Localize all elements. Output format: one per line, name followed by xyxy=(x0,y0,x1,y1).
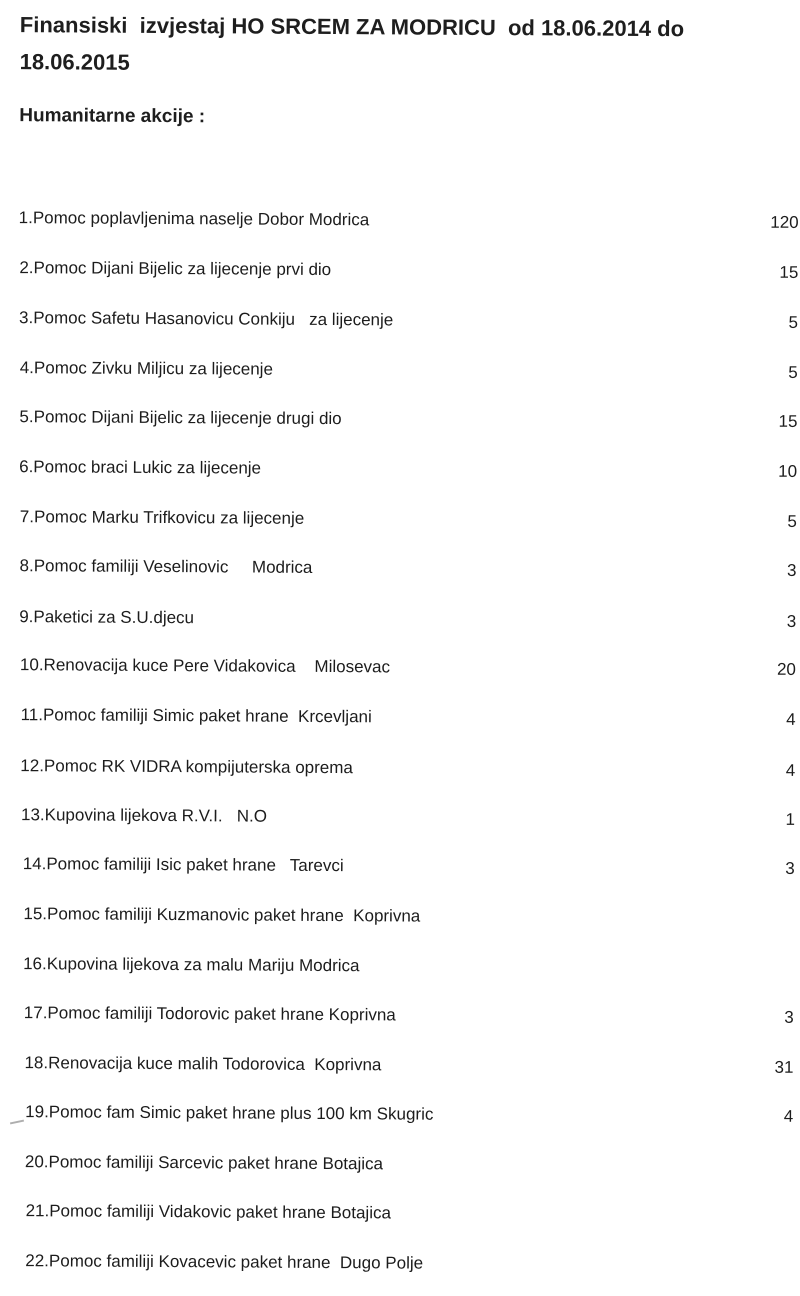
list-item xyxy=(0,850,795,883)
item-text: 19.Pomoc fam Simic paket hrane plus 100 km Skugric xyxy=(25,1102,434,1124)
list-item xyxy=(0,752,795,785)
item-text: 3.Pomoc Safetu Hasanovicu Conkiju za lijecenje xyxy=(19,308,394,330)
item-amount: 120 xyxy=(770,212,799,232)
item-text: 4.Pomoc Zivku Miljicu za lijecenje xyxy=(19,358,274,379)
list-item xyxy=(0,651,796,684)
list-item xyxy=(0,603,796,636)
item-amount: 5 xyxy=(787,511,797,531)
item-text: 2.Pomoc Dijani Bijelic za lijecenje prvi dio xyxy=(19,258,332,280)
item-amount: 3 xyxy=(786,611,797,631)
item-amount: 4 xyxy=(785,760,796,780)
item-text: 10.Renovacija kuce Pere Vidakovica Milosevac xyxy=(19,655,391,677)
list-item xyxy=(0,1247,792,1280)
item-text: 1.Pomoc poplavljenima naselje Dobor Modrica xyxy=(18,208,370,230)
list-item xyxy=(0,900,794,933)
item-amount: 15 xyxy=(778,411,798,431)
item-text: 6.Pomoc braci Lukic za lijecenje xyxy=(19,457,262,478)
item-text: 5.Pomoc Dijani Bijelic za lijecenje drugi dio xyxy=(19,407,342,429)
list-item xyxy=(0,801,795,834)
item-amount: 10 xyxy=(778,461,798,481)
list-item xyxy=(0,1049,794,1082)
item-amount: 4 xyxy=(786,709,796,729)
item-amount: 31 xyxy=(774,1057,794,1077)
list-item xyxy=(0,354,798,387)
list-item xyxy=(0,453,797,486)
item-text: 9.Paketici za S.U.djecu xyxy=(19,607,195,628)
item-text: 17.Pomoc familiji Todorovic paket hrane Koprivna xyxy=(23,1003,396,1025)
item-amount: 3 xyxy=(787,560,797,580)
list-item xyxy=(0,254,798,287)
item-amount: 5 xyxy=(788,362,798,382)
list-item xyxy=(0,1098,793,1131)
item-amount: 5 xyxy=(788,312,799,332)
item-amount: 15 xyxy=(779,262,799,282)
item-text: 11.Pomoc familiji Simic paket hrane Krcevljani xyxy=(20,705,372,727)
item-text: 15.Pomoc familiji Kuzmanovic paket hrane Koprivna xyxy=(23,904,421,926)
item-text: 8.Pomoc familiji Veselinovic Modrica xyxy=(19,556,313,577)
item-text: 12.Pomoc RK VIDRA kompijuterska oprema xyxy=(20,756,353,778)
item-amount: 3 xyxy=(785,858,795,878)
list-item xyxy=(0,503,797,536)
list-item xyxy=(0,552,797,585)
item-amount: 3 xyxy=(784,1007,794,1027)
item-text: 7.Pomoc Marku Trifkovicu za lijecenje xyxy=(19,507,305,528)
list-item xyxy=(0,1148,793,1181)
report-title: Finansiski izvjestaj HO SRCEM ZA MODRICU od 18.06.2014 do 18.06.2015 xyxy=(19,12,691,75)
item-text: 21.Pomoc familiji Vidakovic paket hrane Botajica xyxy=(25,1201,392,1223)
list-item xyxy=(0,701,796,734)
item-amount: 4 xyxy=(783,1106,794,1126)
item-text: 20.Pomoc familiji Sarcevic paket hrane Botajica xyxy=(24,1152,384,1174)
item-text: 16.Kupovina lijekova za malu Mariju Modrica xyxy=(23,954,360,976)
item-text: 13.Kupovina lijekova R.V.I. N.O xyxy=(20,805,268,826)
list-item xyxy=(0,204,799,237)
item-text: 22.Pomoc familiji Kovacevic paket hrane Dugo Polje xyxy=(25,1251,424,1273)
list-item xyxy=(0,999,794,1032)
item-amount: 1 xyxy=(785,809,796,829)
item-amount: 20 xyxy=(776,659,796,679)
list-item xyxy=(0,304,798,337)
list-item xyxy=(0,1197,793,1230)
list-item xyxy=(0,403,798,436)
item-text: 18.Renovacija kuce malih Todorovica Koprivna xyxy=(24,1053,382,1075)
list-item xyxy=(0,950,794,983)
item-text: 14.Pomoc familiji Isic paket hrane Tarevci xyxy=(22,854,344,876)
section-heading: Humanitarne akcije : xyxy=(19,105,206,128)
